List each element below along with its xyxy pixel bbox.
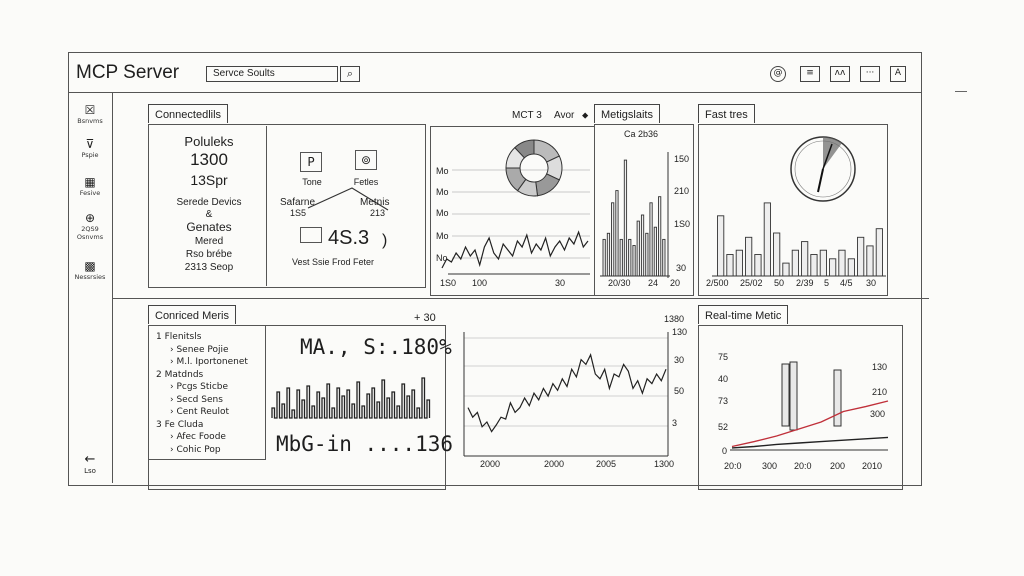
bar xyxy=(650,203,652,276)
tree-item[interactable]: › Secd Sens xyxy=(170,394,223,405)
connected-line2: & xyxy=(205,209,213,220)
bar xyxy=(624,160,626,276)
user-icon[interactable]: A xyxy=(890,66,906,82)
x-tick: 200 xyxy=(830,461,846,471)
sidebar-item-nessrsies[interactable] xyxy=(68,259,112,281)
y-tick: 75 xyxy=(718,352,729,362)
y-tick: Mo xyxy=(436,166,449,176)
globe-icon: ⊕ xyxy=(84,211,96,225)
y-tick: 30 xyxy=(676,263,687,273)
bar xyxy=(755,255,761,277)
x-tick: 1S0 xyxy=(440,278,457,288)
bar xyxy=(811,255,817,277)
tone-icon[interactable]: P xyxy=(300,152,322,172)
tab-realtime[interactable]: Real-time Metic xyxy=(698,305,788,324)
connected-value: 1300 xyxy=(190,150,228,169)
bar xyxy=(858,237,864,276)
x-tick: 300 xyxy=(762,461,778,471)
bar xyxy=(620,239,622,276)
bar xyxy=(633,246,635,277)
connected-line4: Mered xyxy=(194,236,224,247)
bar xyxy=(612,203,614,276)
x-tick: 2005 xyxy=(596,459,617,469)
x-tick: 2000 xyxy=(480,459,501,469)
bar xyxy=(774,233,780,276)
series-line xyxy=(442,232,588,268)
series-line xyxy=(468,355,666,432)
sidebar-item-label: Nessrsies xyxy=(74,273,106,281)
metnis-label: Metnis xyxy=(360,197,390,208)
y-tick: 3 xyxy=(672,418,678,428)
sidebar-item-pspie[interactable] xyxy=(68,137,112,159)
connected-foot: Vest Ssie Frod Feter xyxy=(292,257,375,267)
y-tick: Mo xyxy=(436,231,449,241)
realtime-chart xyxy=(728,340,890,458)
bar xyxy=(659,197,661,276)
tab-metigslaits[interactable]: Metigslaits xyxy=(594,104,660,123)
bar xyxy=(834,370,841,426)
tree-item[interactable]: › Senee Pojie xyxy=(170,344,229,355)
x-tick: 2010 xyxy=(862,461,883,471)
bar xyxy=(736,250,742,276)
sidebar-item-osnvms[interactable] xyxy=(68,211,112,241)
bar xyxy=(637,221,639,276)
bar xyxy=(746,237,752,276)
metnis-num: 213 xyxy=(370,208,386,218)
y-tick: 1S0 xyxy=(674,219,691,229)
bar xyxy=(839,250,845,276)
sidebar-footer-label: Lso xyxy=(84,467,96,475)
help-icon[interactable]: @ xyxy=(770,66,786,82)
bar xyxy=(616,191,618,276)
y-tick: 210 xyxy=(674,186,690,196)
bar xyxy=(641,215,643,276)
tab-fast-tres[interactable]: Fast tres xyxy=(698,104,755,123)
y-tick: 40 xyxy=(718,374,729,384)
safarne-label: Safarne xyxy=(280,197,316,208)
tree-item[interactable]: › M.l. Iportonenet xyxy=(170,357,248,367)
list-icon[interactable]: ≡ xyxy=(800,66,820,82)
sidebar-item-fesive[interactable] xyxy=(68,175,112,197)
x-tick: 1300 xyxy=(654,459,675,469)
y-tick: Mo xyxy=(436,187,449,197)
tab-connected[interactable]: Connectedlils xyxy=(148,104,228,123)
wave-series xyxy=(272,378,430,418)
gauge-arc-icon: ) xyxy=(382,232,388,249)
bar xyxy=(790,362,797,430)
safarne-num: 1S5 xyxy=(290,208,307,218)
sidebar-item-label: 2QS9 Osnvms xyxy=(76,225,104,241)
connected-line1: Serede Devics xyxy=(176,197,242,208)
series-line-dark xyxy=(732,437,888,448)
app-title: MCP Server xyxy=(76,62,180,83)
sidebar-logout[interactable] xyxy=(68,452,112,475)
chart-icon[interactable]: ʌʌ xyxy=(830,66,850,82)
bar xyxy=(792,250,798,276)
x-tick: 5 xyxy=(824,278,830,288)
y-tick: No xyxy=(436,253,448,263)
metrics-label-2: Avor xyxy=(554,110,575,121)
bar xyxy=(629,239,631,276)
sidebar-item-label: Bsnvms xyxy=(77,117,103,125)
bar xyxy=(802,242,808,276)
bar xyxy=(603,239,605,276)
x-tick: 50 xyxy=(774,278,785,288)
bar xyxy=(654,227,656,276)
bar xyxy=(783,263,789,276)
bar xyxy=(663,239,665,276)
tree-item[interactable]: › Afec Foode xyxy=(170,432,226,442)
bar xyxy=(718,216,724,276)
right-tick: 210 xyxy=(872,387,888,397)
x-tick: 24 xyxy=(648,278,659,288)
connected-line3: Genates xyxy=(186,220,232,234)
y-tick: 0 xyxy=(722,446,728,456)
search-input[interactable]: Servce Soults xyxy=(206,66,338,82)
series-line-red xyxy=(732,401,888,447)
fetles-label: Fetles xyxy=(353,177,379,187)
connected-line6: 2313 Seop xyxy=(184,262,234,273)
grid-icon: ▦ xyxy=(84,175,96,189)
connected-big-value: 4S.3 xyxy=(328,227,370,249)
tree-group[interactable]: 3 Fe Cluda xyxy=(156,419,204,430)
tree-item[interactable]: › Cent Reulot xyxy=(170,407,230,417)
metrics-label-1: MCT 3 xyxy=(512,110,542,121)
x-tick: 20:0 xyxy=(724,461,742,471)
connected-line5: Rso brébe xyxy=(185,249,233,260)
connected-heading: Poluleks xyxy=(184,134,234,149)
y-tick: 30 xyxy=(674,355,685,365)
headline-metric-2: MbG-in ....136 xyxy=(276,432,454,456)
x-tick: 2/39 xyxy=(796,278,814,288)
lower-line-chart xyxy=(462,330,672,458)
tone-label: Tone xyxy=(302,177,322,187)
tree-group[interactable]: 2 Matdnds xyxy=(156,369,204,380)
tab-conriced[interactable]: Conriced Meris xyxy=(148,305,236,324)
sidebar-item-browse[interactable] xyxy=(68,103,112,125)
inbox-icon: ☒ xyxy=(84,103,96,117)
more-icon[interactable]: ··· xyxy=(860,66,880,82)
x-tick: 2000 xyxy=(544,459,565,469)
x-tick: 4/5 xyxy=(840,278,853,288)
x-tick: 30 xyxy=(555,278,566,288)
lower-top-label: 1380 xyxy=(664,314,685,324)
right-tick: 300 xyxy=(870,409,886,419)
tree-item[interactable]: › Pcgs Sticbe xyxy=(170,382,229,392)
monitor-icon xyxy=(300,227,322,243)
stray-line xyxy=(955,91,967,92)
x-tick: 25/02 xyxy=(740,278,763,288)
conriced-arrow-label: + 30 xyxy=(414,312,436,324)
x-tick: 30 xyxy=(866,278,877,288)
settings-icon[interactable]: ⊚ xyxy=(355,150,377,170)
bar xyxy=(607,233,609,276)
connected-sub: 13Spr xyxy=(190,172,228,188)
back-arrow-icon: ← xyxy=(84,452,96,467)
header-bar xyxy=(68,52,922,93)
waveform xyxy=(268,370,438,422)
x-tick: 2/500 xyxy=(706,278,729,288)
bar xyxy=(764,203,770,276)
y-tick: 73 xyxy=(718,396,729,406)
bar xyxy=(782,364,789,426)
sidebar-item-label: Fesive xyxy=(79,189,101,197)
y-tick: 50 xyxy=(674,386,685,396)
tree-group[interactable]: 1 Flenitsls xyxy=(156,332,202,342)
x-tick: 20:0 xyxy=(794,461,812,471)
stack-icon: ▩ xyxy=(84,259,96,273)
sidebar xyxy=(68,93,113,483)
bar xyxy=(830,259,836,276)
row-divider xyxy=(113,298,929,299)
tree-group-label: Fe Cluda xyxy=(164,419,204,430)
bar xyxy=(848,259,854,276)
tree-group-label: Flenitsls xyxy=(164,332,202,342)
y-tick: 150 xyxy=(674,154,690,164)
metigslaits-sub: Ca 2b36 xyxy=(624,129,659,139)
bar-chart-2 xyxy=(698,124,888,296)
x-tick: 100 xyxy=(472,278,488,288)
sidebar-item-label: Pspie xyxy=(81,151,99,159)
bar xyxy=(876,229,882,276)
y-tick: 52 xyxy=(718,422,729,432)
bar xyxy=(867,246,873,276)
y-tick: 130 xyxy=(672,327,688,337)
right-tick: 130 xyxy=(872,362,888,372)
bar xyxy=(646,233,648,276)
nav-tree xyxy=(156,331,266,456)
line-chart xyxy=(430,126,595,296)
headline-metric-1: MA., S:.180% xyxy=(300,335,452,359)
bar xyxy=(727,255,733,277)
bar xyxy=(820,250,826,276)
metrics-dropdown-icon[interactable]: ⬥ xyxy=(582,110,589,120)
tree-group-label: Matdnds xyxy=(164,369,204,380)
tree-item[interactable]: › Cohic Pop xyxy=(170,444,221,455)
search-icon[interactable]: ⌕ xyxy=(340,66,360,82)
x-tick: 20 xyxy=(670,278,681,288)
filter-icon: ⊽ xyxy=(85,137,95,151)
x-tick: 20/30 xyxy=(608,278,631,288)
y-tick: Mo xyxy=(436,208,449,218)
